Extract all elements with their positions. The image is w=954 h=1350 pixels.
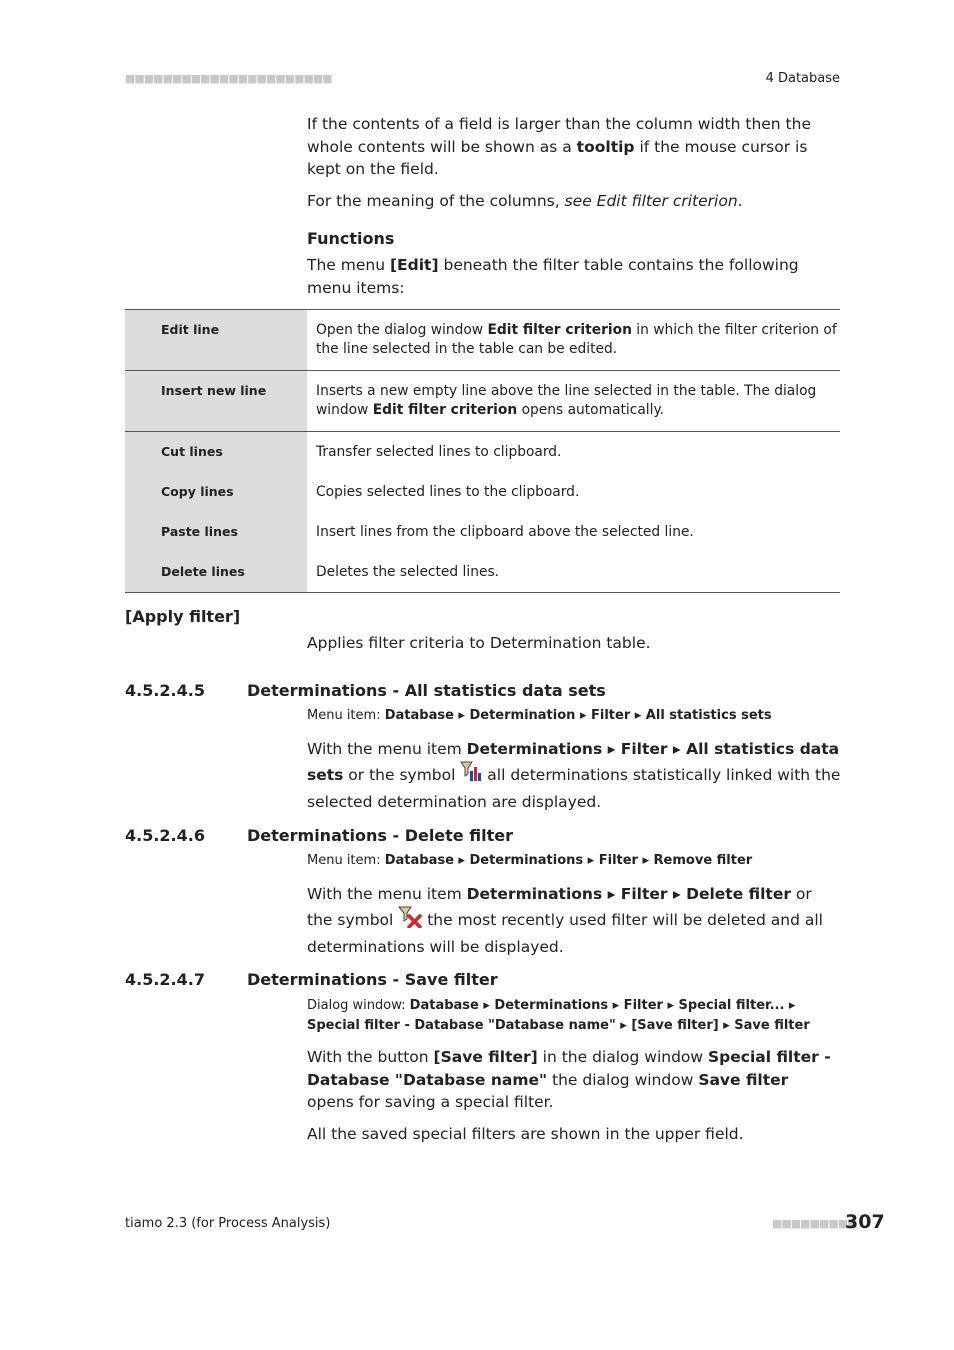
- menu-item-description: [307, 310, 840, 370]
- text: Dialog window:: [307, 998, 410, 1013]
- section-title: Determinations - All statistics data sets: [247, 681, 606, 700]
- text: if the mouse cursor is kept on the field.: [307, 137, 808, 178]
- menu-item-description: [307, 371, 840, 431]
- text: the most recently used filter will be deleted and all determinations will be displayed.: [307, 911, 823, 956]
- delete-filter-icon: [398, 906, 422, 935]
- menu-item-label: Edit line: [125, 310, 307, 370]
- section-title: Determinations - Delete filter: [247, 826, 513, 845]
- section-paragraph: [307, 882, 842, 959]
- text: .: [737, 192, 743, 210]
- menu-item-description: Deletes the selected lines.: [316, 564, 500, 580]
- footer-decoration: ■■■■■■■■■: [772, 1217, 857, 1230]
- menu-path-term: Determinations ▸ Filter ▸ Delete filter: [466, 885, 791, 903]
- button-term: [Save filter]: [433, 1048, 538, 1066]
- text: The menu: [307, 256, 390, 274]
- table-row: [125, 432, 840, 472]
- menu-item-description: Insert lines from the clipboard above the selected line.: [316, 524, 694, 540]
- text: beneath the filter table contains the following menu items:: [307, 256, 799, 297]
- table-row: [125, 552, 840, 592]
- text: With the button: [307, 1048, 434, 1066]
- menu-item-label: Copy lines: [125, 472, 307, 512]
- menu-path: [307, 851, 837, 871]
- menu-path-value: Database ▸ Determinations ▸ Filter ▸ Special filter... ▸ Special filter - Database "Database name" ▸ [Save filter] ▸ Save filter: [307, 998, 810, 1033]
- menu-item-label: Paste lines: [125, 512, 307, 552]
- menu-path-term: Determinations ▸ Filter ▸ All statistics data sets: [307, 740, 840, 784]
- cross-reference-link[interactable]: see Edit filter criterion: [564, 192, 738, 210]
- table-row: [125, 371, 840, 432]
- section-number: 4.5.2.4.5: [125, 681, 205, 700]
- text: Inserts a new empty line above the line selected in the table. The dialog window: [316, 383, 817, 418]
- dialog-name: Save filter: [698, 1070, 789, 1089]
- table-row: [125, 472, 840, 512]
- dialog-name: Edit filter criterion: [487, 322, 632, 338]
- menu-item-label: Cut lines: [125, 432, 307, 472]
- text: Menu item:: [307, 708, 385, 723]
- intro-paragraph-1: [307, 113, 832, 181]
- table-row: [125, 512, 840, 552]
- apply-filter-heading: [Apply filter]: [125, 607, 241, 626]
- text: Menu item:: [307, 853, 385, 868]
- dialog-name: Special filter - Database "Database name": [307, 1048, 831, 1089]
- dialog-name: Edit filter criterion: [372, 402, 518, 418]
- chapter-title: 4 Database: [765, 71, 840, 86]
- menu-path-value: Database ▸ Determinations ▸ Filter ▸ Remove filter: [384, 853, 753, 868]
- text: or the symbol: [307, 885, 812, 929]
- menu-path: [307, 706, 837, 726]
- text: With the menu item: [307, 740, 467, 758]
- menu-path-value: Database ▸ Determination ▸ Filter ▸ All statistics sets: [384, 708, 772, 723]
- apply-filter-description: Applies filter criteria to Determination table.: [307, 634, 651, 652]
- edit-menu-term: [Edit]: [389, 256, 439, 274]
- functions-heading: Functions: [307, 229, 395, 248]
- statistics-filter-icon: [460, 761, 482, 790]
- text: all determinations statistically linked with the selected determination are displayed.: [307, 766, 841, 811]
- section-paragraph: [307, 1046, 837, 1114]
- text: the dialog window: [547, 1070, 699, 1089]
- section-title: Determinations - Save filter: [247, 970, 498, 989]
- text: If the contents of a field is larger than the column width then the whole contents will be shown as a: [307, 115, 811, 156]
- menu-item-description: Transfer selected lines to clipboard.: [316, 444, 562, 460]
- table-row-group: [125, 432, 840, 593]
- section-number: 4.5.2.4.7: [125, 970, 205, 989]
- menu-items-table: [125, 309, 840, 593]
- menu-item-label: Delete lines: [125, 552, 307, 592]
- text: or the symbol: [343, 766, 461, 784]
- section-number: 4.5.2.4.6: [125, 826, 205, 845]
- text: For the meaning of the columns,: [307, 192, 565, 210]
- text: in which the filter criterion of the line selected in the table can be edited.: [316, 322, 837, 357]
- page-number: 307: [845, 1211, 885, 1233]
- menu-item-label: Insert new line: [125, 371, 307, 431]
- text: With the menu item: [307, 885, 467, 903]
- header-decoration: ■■■■■■■■■■■■■■■■■■■■■■: [125, 72, 332, 85]
- text: Open the dialog window: [316, 322, 488, 338]
- intro-paragraph-3: [307, 254, 827, 299]
- menu-path: [307, 996, 837, 1036]
- section-paragraph-2: All the saved special filters are shown in the upper field.: [307, 1125, 744, 1143]
- intro-paragraph-2: [307, 190, 837, 213]
- text: opens automatically.: [517, 402, 665, 418]
- section-paragraph: [307, 737, 847, 814]
- text: in the dialog window: [537, 1048, 708, 1066]
- text: opens for saving a special filter.: [307, 1093, 554, 1111]
- tooltip-term: tooltip: [576, 137, 635, 156]
- footer-product: tiamo 2.3 (for Process Analysis): [125, 1216, 331, 1231]
- menu-item-description: Copies selected lines to the clipboard.: [316, 484, 580, 500]
- table-row: [125, 310, 840, 371]
